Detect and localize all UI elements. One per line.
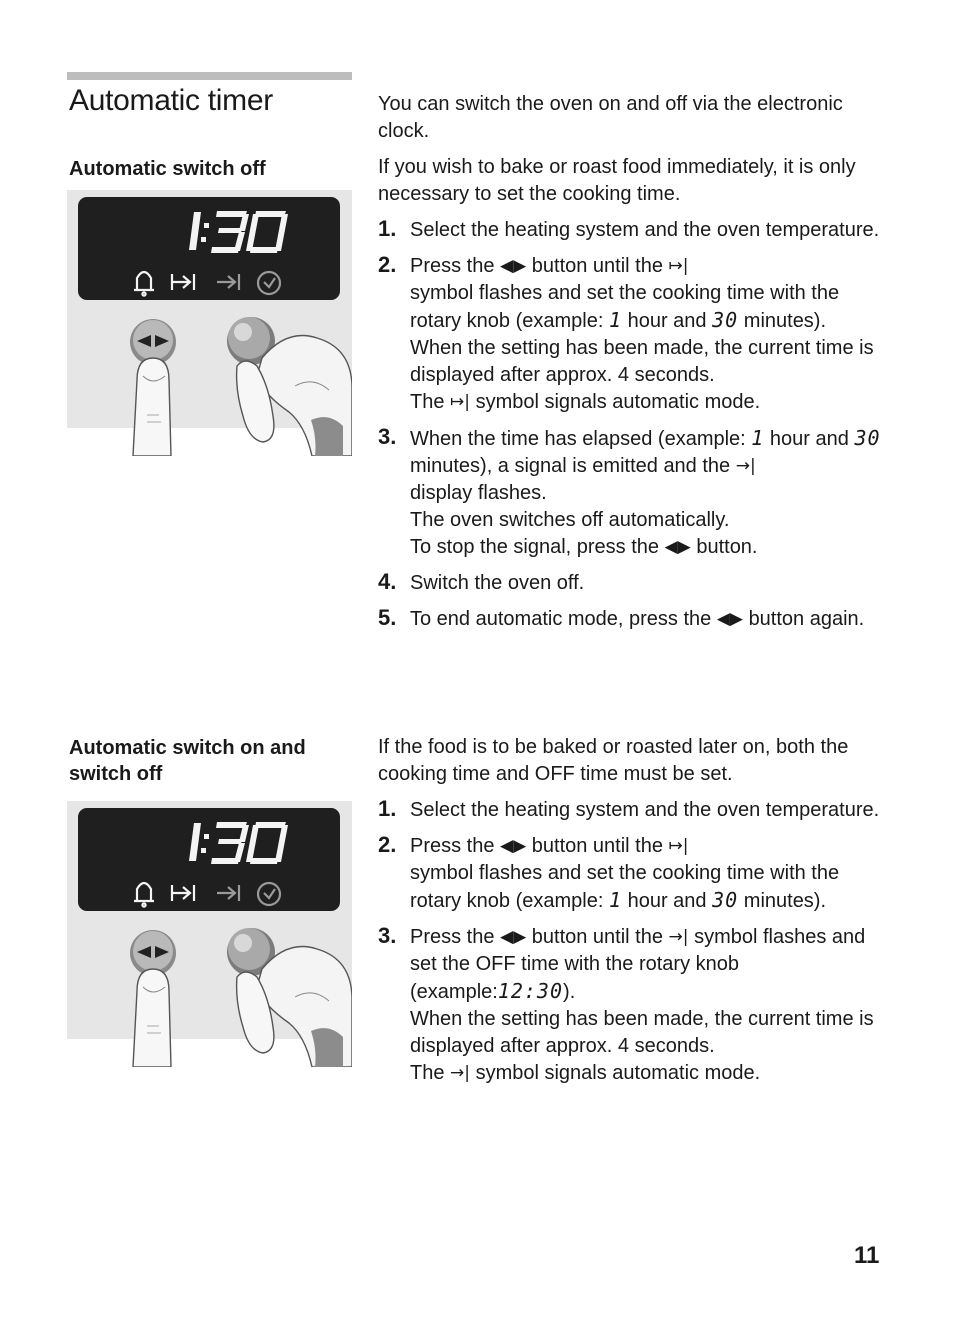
steps-list bbox=[378, 797, 888, 1087]
step-text: Press the bbox=[410, 255, 495, 277]
header-rule bbox=[67, 72, 352, 80]
step-text: minutes). bbox=[743, 890, 827, 912]
step-text: When the time has elapsed (example: bbox=[410, 428, 746, 450]
intro-paragraph: If you wish to bake or roast food immediately, it is only necessary to set the cooking time. bbox=[378, 156, 856, 205]
step-text: hour and bbox=[627, 310, 707, 332]
step-number: 1. bbox=[378, 216, 397, 241]
step-text: display flashes. bbox=[410, 482, 547, 504]
step-text: Press the bbox=[410, 926, 495, 948]
step-number: 2. bbox=[378, 832, 397, 857]
step-text: Press the bbox=[410, 835, 495, 857]
page-title: Automatic timer bbox=[69, 84, 273, 117]
intro-paragraph: If the food is to be baked or roasted later on, both the cooking time and OFF time must be set. bbox=[378, 736, 849, 785]
step-item bbox=[378, 217, 888, 244]
intro-paragraph: You can switch the oven on and off via the electronic clock. bbox=[378, 93, 843, 142]
step-number: 1. bbox=[378, 796, 397, 821]
left-right-arrows-icon: ◀▶ bbox=[716, 609, 743, 629]
step-text: Select the heating system and the oven temperature. bbox=[410, 219, 880, 241]
left-right-arrows-icon: ◀▶ bbox=[500, 256, 527, 276]
left-right-arrows-icon: ◀▶ bbox=[500, 927, 527, 947]
step-number: 5. bbox=[378, 605, 397, 630]
step-text: ). bbox=[563, 981, 576, 1003]
duration-icon: ↦| bbox=[668, 836, 689, 856]
left-right-arrows-icon: ◀▶ bbox=[500, 836, 527, 856]
section-heading-switch-off: Automatic switch off bbox=[69, 158, 266, 180]
step-text: Select the heating system and the oven temperature. bbox=[410, 799, 880, 821]
step-text: button. bbox=[696, 536, 758, 558]
step-text: symbol signals automatic mode. bbox=[475, 1062, 761, 1084]
duration-icon: ↦| bbox=[668, 256, 689, 276]
step-number: 4. bbox=[378, 569, 397, 594]
step-text: The oven switches off automatically. bbox=[410, 509, 730, 531]
step-text: minutes), a signal is emitted and the bbox=[410, 455, 731, 477]
step-text: hour and bbox=[769, 428, 849, 450]
end-time-icon: →| bbox=[735, 456, 756, 476]
page-number: 11 bbox=[854, 1242, 880, 1269]
lcd-value-hour: 1 bbox=[608, 308, 623, 332]
step-text: button until the bbox=[531, 255, 663, 277]
step-item bbox=[378, 606, 888, 633]
section2-body bbox=[378, 734, 888, 1096]
end-time-icon: →| bbox=[450, 1063, 471, 1083]
step-item bbox=[378, 797, 888, 824]
pressing-finger bbox=[133, 358, 171, 456]
step-text: When the setting has been made, the current time is displayed after approx. 4 seconds. bbox=[410, 337, 874, 386]
lcd-value-minutes: 30 bbox=[712, 888, 739, 912]
duration-icon: ↦| bbox=[450, 392, 471, 412]
lcd-value-minutes: 30 bbox=[854, 426, 881, 450]
step-text: The bbox=[410, 391, 445, 413]
lcd-value-minutes: 30 bbox=[712, 308, 739, 332]
step-number: 3. bbox=[378, 923, 397, 948]
step-text: button until the bbox=[531, 835, 663, 857]
step-text: minutes). bbox=[743, 310, 827, 332]
lcd-value-hour: 1 bbox=[751, 426, 765, 450]
end-time-icon: →| bbox=[668, 927, 689, 947]
step-item bbox=[378, 570, 888, 597]
pressing-finger bbox=[133, 969, 171, 1067]
step-text: symbol flashes and set the cooking time with the rotary knob (example: bbox=[410, 862, 840, 912]
step-text: Switch the oven off. bbox=[410, 572, 585, 594]
step-text: button again. bbox=[748, 608, 865, 630]
step-item bbox=[378, 425, 888, 561]
steps-list bbox=[378, 217, 888, 633]
section1-body bbox=[378, 91, 888, 642]
left-right-arrows-icon: ◀▶ bbox=[664, 537, 691, 557]
step-text: symbol flashes and set the OFF time with the rotary knob (example: bbox=[410, 926, 866, 1003]
step-item bbox=[378, 253, 888, 416]
step-text: symbol flashes and set the cooking time with the rotary knob (example: bbox=[410, 282, 840, 332]
step-text: symbol signals automatic mode. bbox=[475, 391, 761, 413]
lcd-value-hour: 1 bbox=[608, 888, 623, 912]
step-item bbox=[378, 924, 888, 1087]
step-item bbox=[378, 833, 888, 915]
step-text: When the setting has been made, the current time is displayed after approx. 4 seconds. bbox=[410, 1008, 874, 1057]
lcd-value-off-time: 12:30 bbox=[497, 979, 564, 1003]
step-number: 2. bbox=[378, 252, 397, 277]
oven-control-illustration-2 bbox=[67, 801, 352, 1067]
step-text: The bbox=[410, 1062, 445, 1084]
step-text: hour and bbox=[627, 890, 707, 912]
step-text: To end automatic mode, press the bbox=[410, 608, 712, 630]
section-heading-switch-on-off: Automatic switch on and switch off bbox=[69, 737, 306, 785]
oven-control-illustration-1 bbox=[67, 190, 352, 456]
step-text: button until the bbox=[531, 926, 663, 948]
step-number: 3. bbox=[378, 424, 397, 449]
step-text: To stop the signal, press the bbox=[410, 536, 660, 558]
